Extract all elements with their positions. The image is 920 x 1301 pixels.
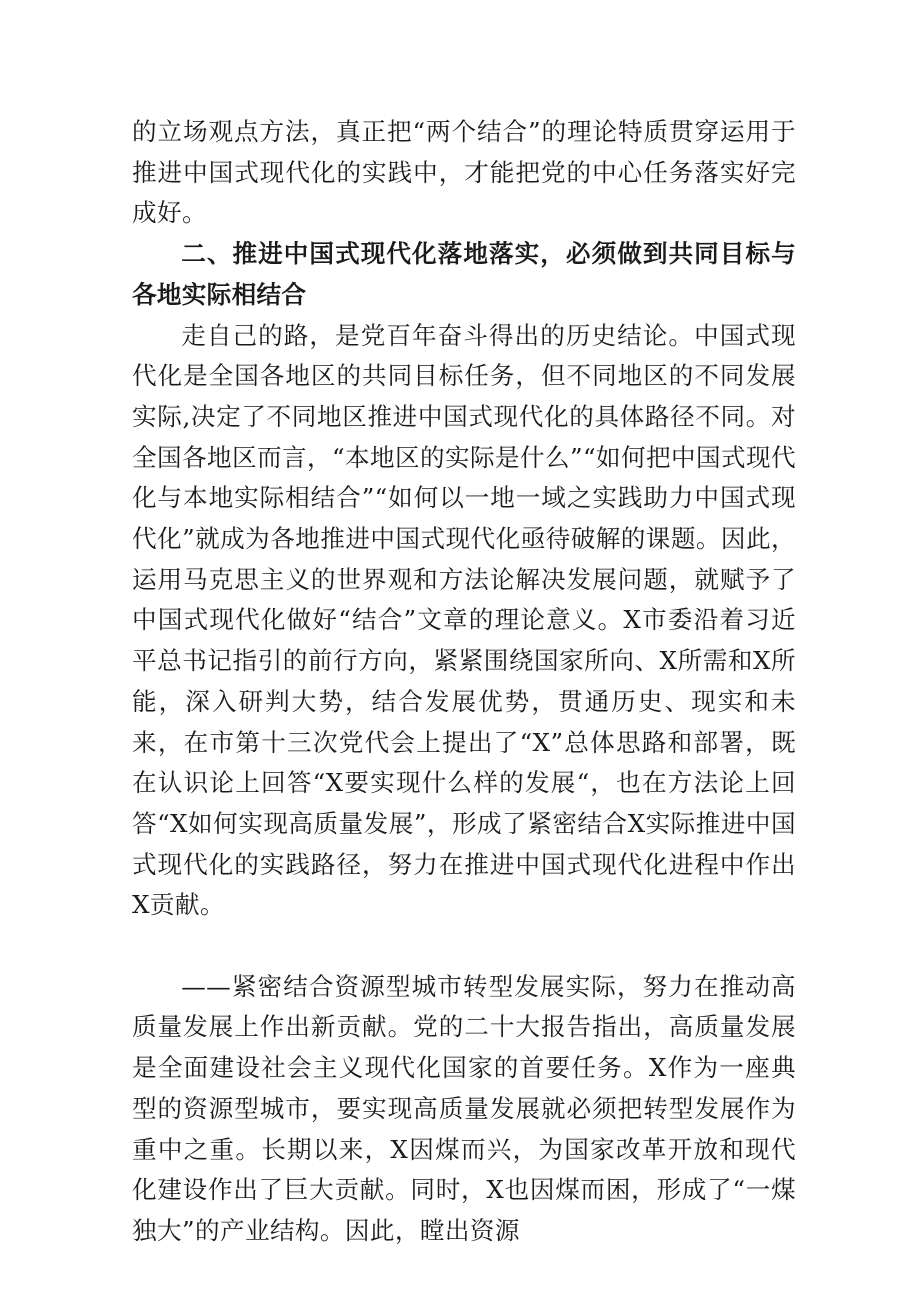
paragraph-own-path: 走自己的路，是党百年奋斗得出的历史结论。中国式现代化是全国各地区的共同目标任务，但不同地区的不同发展实际,决定了不同地区推进中国式现代化的具体路径不同。对全国各地区而言，“本地区的实际是什么”“如何把中国式现代化与本地实际相结合”“如何以一地一域之实践助力中国式现代化”就成为各地推进中国式现代化亟待破解的课题。因此，运用马克思主义的世界观和方法论解决发展问题，就赋予了中国式现代化做好“结合”文章的理论意义。X市委沿着习近平总书记指引的前行方向，紧紧围绕国家所向、X所需和X所能，深入研判大势，结合发展优势，贯通历史、现实和未来，在市第十三次党代会上提出了“X”总体思路和部署，既在认识论上回答“X要实现什么样的发展“，也在方法论上回答“X如何实现高质量发展”，形成了紧密结合X实际推进中国式现代化的实践路径，努力在推进中国式现代化进程中作出X贡献。 <box>132 320 796 920</box>
paragraph-resource-city: ——紧密结合资源型城市转型发展实际，努力在推动高质量发展上作出新贡献。党的二十大报告指出，高质量发展是全面建设社会主义现代化国家的首要任务。X作为一座典型的资源型城市，要实现高质量发展就必须把转型发展作为重中之重。长期以来，X因煤而兴，为国家改革开放和现代化建设作出了巨大贡献。同时，X也因煤而困，形成了“一煤独大”的产业结构。因此，瞠出资源 <box>132 971 796 1245</box>
paragraph-spacer <box>132 926 796 967</box>
paragraph-continued: 的立场观点方法，真正把“两个结合”的理论特质贯穿运用于推进中国式现代化的实践中，才能把党的中心任务落实好完成好。 <box>132 117 796 228</box>
document-body <box>132 112 796 1252</box>
section-heading: 二、推进中国式现代化落地落实，必须做到共同目标与各地实际相结合 <box>132 239 796 309</box>
